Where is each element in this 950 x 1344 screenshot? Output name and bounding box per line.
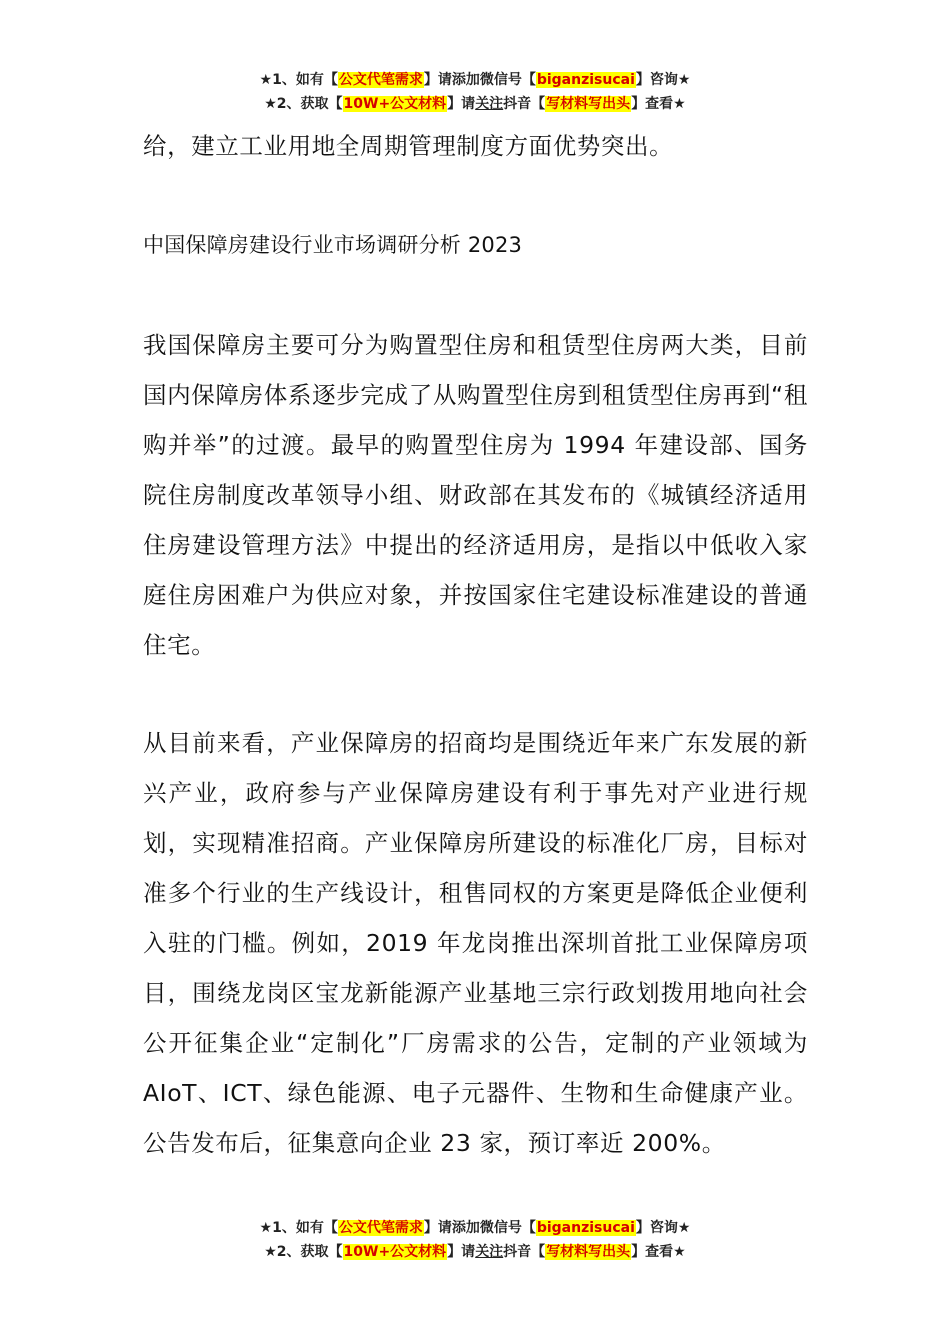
highlight-ghostwriting: 公文代笔需求 [338, 1220, 423, 1236]
banner-line-2 [0, 92, 950, 116]
banner-line-1 [0, 1216, 950, 1240]
footer-banner [0, 1216, 950, 1264]
banner-text: 】请添加微信号【 [423, 72, 536, 88]
underlined-follow: 关注 [475, 1244, 504, 1260]
section-heading: 中国保障房建设行业市场调研分析 2023 [143, 233, 523, 257]
highlight-materials: 10W+公文材料 [343, 1244, 447, 1260]
highlight-ghostwriting: 公文代笔需求 [338, 72, 423, 88]
banner-text: 】请 [447, 96, 476, 112]
banner-text: ★1、如有【 [259, 72, 338, 88]
banner-text: 】请添加微信号【 [423, 1220, 536, 1236]
banner-line-2 [0, 1240, 950, 1264]
banner-text: 抖音【 [503, 1244, 546, 1260]
banner-text: ★1、如有【 [259, 1220, 338, 1236]
banner-text: 】查看★ [631, 1244, 686, 1260]
highlight-douyin-account: 写材料写出头 [546, 1244, 631, 1260]
highlight-douyin-account: 写材料写出头 [546, 96, 631, 112]
banner-line-1 [0, 68, 950, 92]
banner-text: 】咨询★ [635, 1220, 691, 1236]
paragraph-2: 从目前来看，产业保障房的招商均是围绕近年来广东发展的新兴产业，政府参与产业保障房建设有利于事先对产业进行规划，实现精准招商。产业保障房所建设的标准化厂房，目标对准多个行业的生产线设计，租售同权的方案更是降低企业便利入驻的门槛。例如，2019 年龙岗推出深圳首批工业保障房项目，围绕龙岗区宝龙新能源产业基地三宗行政划拨用地向社会公开征集企业“定制化”厂房需求的公告，定制的产业领域为 AIoT、ICT、绿色能源、电子元器件、生物和生命健康产业。公告发布后，征集意向企业 23 家，预订率近 200%。 [143, 729, 808, 1157]
underlined-follow: 关注 [475, 96, 504, 112]
banner-text: 】咨询★ [635, 72, 691, 88]
banner-text: ★2、获取【 [264, 1244, 343, 1260]
banner-text: 抖音【 [503, 96, 546, 112]
highlight-wechat-id: biganzisucai [536, 72, 635, 88]
highlight-wechat-id: biganzisucai [536, 1220, 635, 1236]
paragraph-1: 我国保障房主要可分为购置型住房和租赁型住房两大类，目前国内保障房体系逐步完成了从购置型住房到租赁型住房再到“租购并举”的过渡。最早的购置型住房为 1994 年建设部、国务院住房制度改革领导小组、财政部在其发布的《城镇经济适用住房建设管理方法》中提出的经济适用房，是指以中低收入家庭住房困难户为供应对象，并按国家住宅建设标准建设的普通住宅。 [143, 331, 808, 659]
banner-text: ★2、获取【 [264, 96, 343, 112]
banner-text: 】请 [447, 1244, 476, 1260]
continuation-line: 给，建立工业用地全周期管理制度方面优势突出。 [143, 132, 674, 160]
header-banner [0, 68, 950, 116]
banner-text: 】查看★ [631, 96, 686, 112]
highlight-materials: 10W+公文材料 [343, 96, 447, 112]
